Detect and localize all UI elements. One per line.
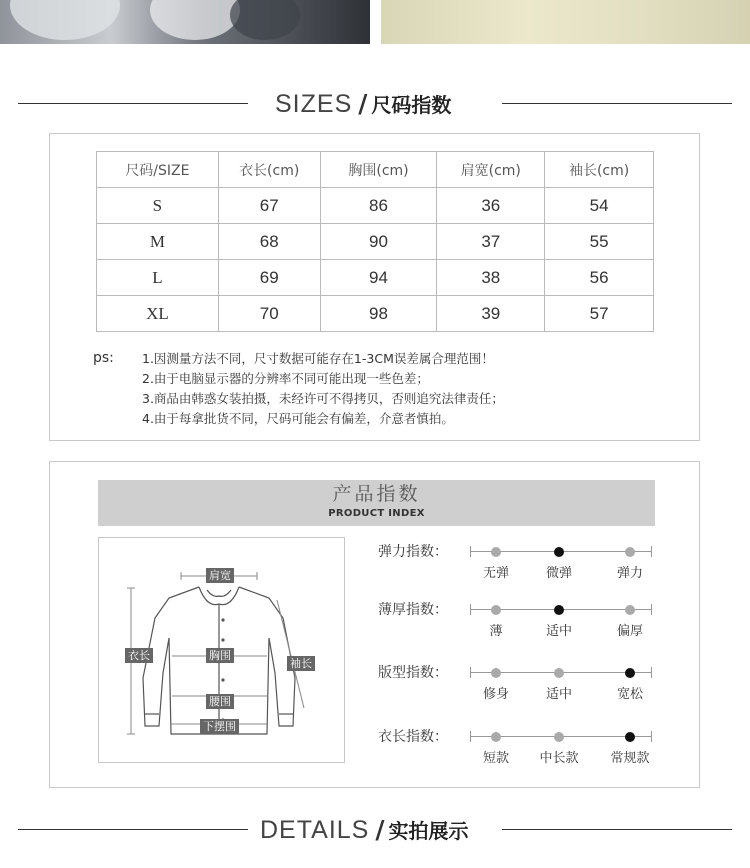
garment-diagram [98,537,345,763]
table-row [97,296,654,332]
header-rule-right [502,829,732,830]
index-option: 无弹 [482,566,509,581]
note-item: 3.商品由韩惑女装拍摄，未经许可不得拷贝，否则追究法律责任； [142,391,504,406]
size-cell: L [97,260,219,296]
index-option: 适中 [545,624,572,639]
label-sleeve: 袖长 [287,656,315,671]
index-dot [625,605,635,615]
length-cell: 68 [218,224,320,260]
size-cell: S [97,188,219,224]
chest-cell: 86 [320,188,437,224]
index-dot [625,668,635,678]
product-photo-right [381,0,750,44]
product-index-title-en: PRODUCT INDEX [328,508,425,519]
index-row-elasticity [378,542,678,592]
note-item: 4.由于每拿批货不同，尺码可能会有偏差，介意者慎拍。 [142,411,454,426]
header-rule-left [18,103,248,104]
sizes-title-cn: 尺码指数 [371,93,452,117]
index-dot [554,668,564,678]
sleeve-cell: 57 [545,296,654,332]
index-option: 中长款 [539,751,579,766]
index-dot [554,732,564,742]
index-option: 微弹 [545,566,572,581]
note-item: 1.因测量方法不同，尺寸数据可能存在1-3CM误差属合理范围！ [142,351,494,366]
col-header-size: 尺码/SIZE [97,152,219,188]
index-dot [554,547,564,557]
label-length: 衣长 [125,648,153,663]
ps-label: ps: [93,350,114,366]
col-header-chest: 胸围(cm) [320,152,437,188]
table-row [97,224,654,260]
shoulder-cell: 38 [437,260,545,296]
table-row [97,260,654,296]
details-title-en: DETAILS [260,816,370,844]
col-header-shoulder: 肩宽(cm) [437,152,545,188]
sizes-title: SIZES / 尺码指数 [275,89,452,118]
index-option: 短款 [482,751,509,766]
index-label: 薄厚指数： [378,602,448,618]
details-title: DETAILS / 实拍展示 [260,815,469,844]
sleeve-cell: 56 [545,260,654,296]
index-option: 宽松 [616,687,643,702]
size-table-header-row [97,152,654,188]
shoulder-cell: 39 [437,296,545,332]
index-dot [491,547,501,557]
sleeve-cell: 55 [545,224,654,260]
header-rule-right [502,103,732,104]
shoulder-cell: 36 [437,188,545,224]
label-shoulder: 肩宽 [206,568,234,583]
size-cell: XL [97,296,219,332]
product-index-title-cn: 产品指数 [332,483,421,505]
index-label: 版型指数： [378,665,448,681]
details-title-cn: 实拍展示 [388,819,469,843]
size-chart-box [49,133,700,441]
label-hem: 下摆围 [200,719,239,734]
length-cell: 69 [218,260,320,296]
sizes-title-en: SIZES [275,90,353,118]
chest-cell: 90 [320,224,437,260]
index-dot [491,668,501,678]
index-dot [554,605,564,615]
index-row-length [378,727,678,777]
size-table [96,151,654,332]
index-label: 弹力指数： [378,544,448,560]
size-cell: M [97,224,219,260]
product-index-box [49,461,700,788]
table-row [97,188,654,224]
label-chest: 胸围 [206,648,234,663]
index-option: 修身 [482,687,509,702]
col-header-sleeve: 袖长(cm) [545,152,654,188]
product-photo-left [0,0,370,44]
sizes-section-header [0,89,750,119]
shoulder-cell: 37 [437,224,545,260]
product-index-banner [98,480,655,526]
index-label: 衣长指数： [378,729,448,745]
col-header-length: 衣长(cm) [218,152,320,188]
index-option: 弹力 [616,566,643,581]
length-cell: 67 [218,188,320,224]
index-option: 薄 [489,624,503,639]
index-dot [491,605,501,615]
header-rule-left [18,829,248,830]
index-option: 适中 [545,687,572,702]
length-cell: 70 [218,296,320,332]
chest-cell: 98 [320,296,437,332]
index-option: 常规款 [610,751,650,766]
note-item: 2.由于电脑显示器的分辨率不同可能出现一些色差； [142,371,429,386]
index-option: 偏厚 [616,624,643,639]
index-dot [625,547,635,557]
label-waist: 腰围 [206,694,234,709]
sleeve-cell: 54 [545,188,654,224]
index-row-fit [378,663,678,713]
notes-list [142,349,504,429]
details-section-header [0,815,750,845]
index-row-thickness [378,600,678,650]
index-dot [491,732,501,742]
chest-cell: 94 [320,260,437,296]
index-dot [625,732,635,742]
